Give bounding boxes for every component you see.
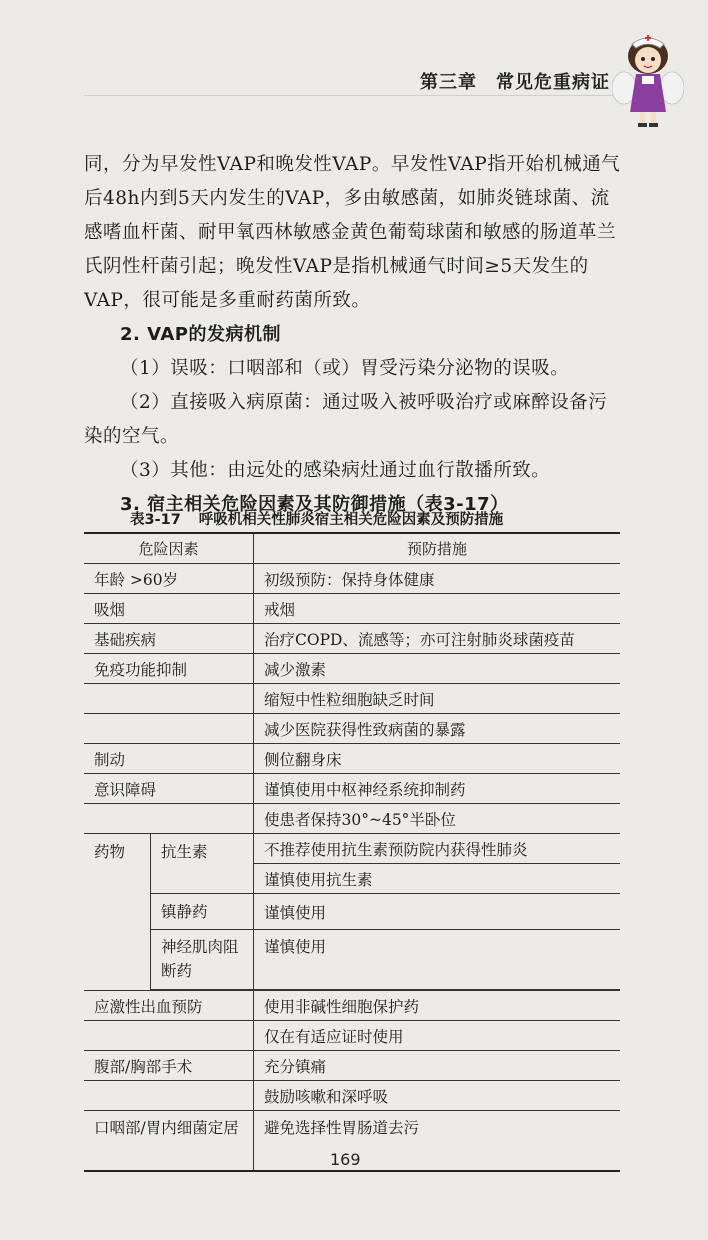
- factor-cell-empty: [84, 804, 254, 834]
- factor-cell-empty: [84, 714, 254, 744]
- table-row: [84, 991, 620, 1021]
- factor-cell: 意识障碍: [84, 774, 254, 804]
- page-number: 169: [330, 1150, 361, 1169]
- measure-cell: 治疗COPD、流感等；亦可注射肺炎球菌疫苗: [254, 624, 621, 654]
- table-row: [84, 930, 620, 990]
- nurse-mascot-icon: [612, 30, 684, 130]
- section-heading-risk-factors: 3. 宿主相关危险因素及其防御措施（表3-17）: [120, 494, 509, 515]
- measure-cell: 谨慎使用抗生素: [254, 864, 621, 894]
- list-item-aspiration: （1）误吸：口咽部和（或）胃受污染分泌物的误吸。: [120, 358, 570, 379]
- measure-cell: 侧位翻身床: [254, 744, 621, 774]
- table-row: [84, 1051, 620, 1081]
- risk-factor-table: [84, 532, 620, 1172]
- header-measure: 预防措施: [254, 533, 621, 564]
- factor-cell-empty: [84, 1021, 254, 1051]
- section-heading-pathogenesis: 2. VAP的发病机制: [120, 324, 281, 345]
- measure-cell: 充分镇痛: [254, 1051, 621, 1081]
- measure-cell: 缩短中性粒细胞缺乏时间: [254, 684, 621, 714]
- table-header-row: [84, 533, 620, 564]
- table-number: 表3-17: [130, 512, 181, 528]
- measure-cell: 鼓励咳嗽和深呼吸: [254, 1081, 621, 1111]
- measure-cell: 谨慎使用: [254, 930, 621, 990]
- measure-cell: 使用非碱性细胞保护药: [254, 991, 621, 1021]
- table-row: [84, 624, 620, 654]
- factor-cell: 免疫功能抑制: [84, 654, 254, 684]
- factor-cell: 口咽部/胃内细菌定居: [84, 1111, 254, 1172]
- table-row: [84, 564, 620, 594]
- measure-cell: 减少医院获得性致病菌的暴露: [254, 714, 621, 744]
- measure-cell: 初级预防：保持身体健康: [254, 564, 621, 594]
- header-factor: 危险因素: [84, 533, 254, 564]
- measure-cell: 仅在有适应证时使用: [254, 1021, 621, 1051]
- table-title: 呼吸机相关性肺炎宿主相关危险因素及预防措施: [198, 512, 504, 528]
- factor-cell: 年龄 >60岁: [84, 564, 254, 594]
- factor-cell: 应激性出血预防: [84, 991, 254, 1021]
- measure-cell: 谨慎使用: [254, 894, 621, 930]
- body-text: [84, 148, 624, 522]
- factor-cell: 吸烟: [84, 594, 254, 624]
- table-row: [84, 774, 620, 804]
- table-row: [84, 804, 620, 834]
- measure-cell: 戒烟: [254, 594, 621, 624]
- page-header: [0, 0, 708, 130]
- paragraph-vap-types: 同，分为早发性VAP和晚发性VAP。早发性VAP指开始机械通气后48h内到5天内发生的VAP，多由敏感菌，如肺炎链球菌、流感嗜血杆菌、耐甲氧西林敏感金黄色葡萄球菌和敏感的肠道革兰氏阴性杆菌引起；晚发性VAP是指机械通气时间≥5天发生的VAP，很可能是多重耐药菌所致。: [84, 154, 621, 311]
- factor-cell-empty: [84, 684, 254, 714]
- measure-cell: 不推荐使用抗生素预防院内获得性肺炎: [254, 834, 621, 864]
- factor-cell: 基础疾病: [84, 624, 254, 654]
- antibiotic-cell: 抗生素: [151, 834, 254, 894]
- table-row: [84, 1021, 620, 1051]
- table-row: [84, 684, 620, 714]
- table-row: [84, 744, 620, 774]
- table-row: [84, 894, 620, 930]
- list-item-inhalation: （2）直接吸入病原菌：通过吸入被呼吸治疗或麻醉设备污染的空气。: [84, 392, 608, 447]
- factor-cell-empty: [84, 1081, 254, 1111]
- table-row: [84, 654, 620, 684]
- header-rule: [84, 95, 614, 96]
- sedative-cell: 镇静药: [151, 894, 254, 930]
- table-row: [84, 834, 620, 864]
- measure-cell: 减少激素: [254, 654, 621, 684]
- measure-cell: 使患者保持30°~45°半卧位: [254, 804, 621, 834]
- factor-cell: 制动: [84, 744, 254, 774]
- neuromuscular-blocker-cell: 神经肌肉阻断药: [151, 930, 254, 990]
- drugs-group-cell: 药物: [84, 834, 151, 991]
- table-row: [84, 1081, 620, 1111]
- factor-cell: 腹部/胸部手术: [84, 1051, 254, 1081]
- table-row: [84, 714, 620, 744]
- chapter-title: 第三章 常见危重病证: [420, 72, 610, 93]
- table-caption: [130, 508, 610, 529]
- measure-cell: 避免选择性胃肠道去污: [254, 1111, 621, 1172]
- list-item-other: （3）其他：由远处的感染病灶通过血行散播所致。: [120, 460, 551, 481]
- table-row: [84, 594, 620, 624]
- measure-cell: 谨慎使用中枢神经系统抑制药: [254, 774, 621, 804]
